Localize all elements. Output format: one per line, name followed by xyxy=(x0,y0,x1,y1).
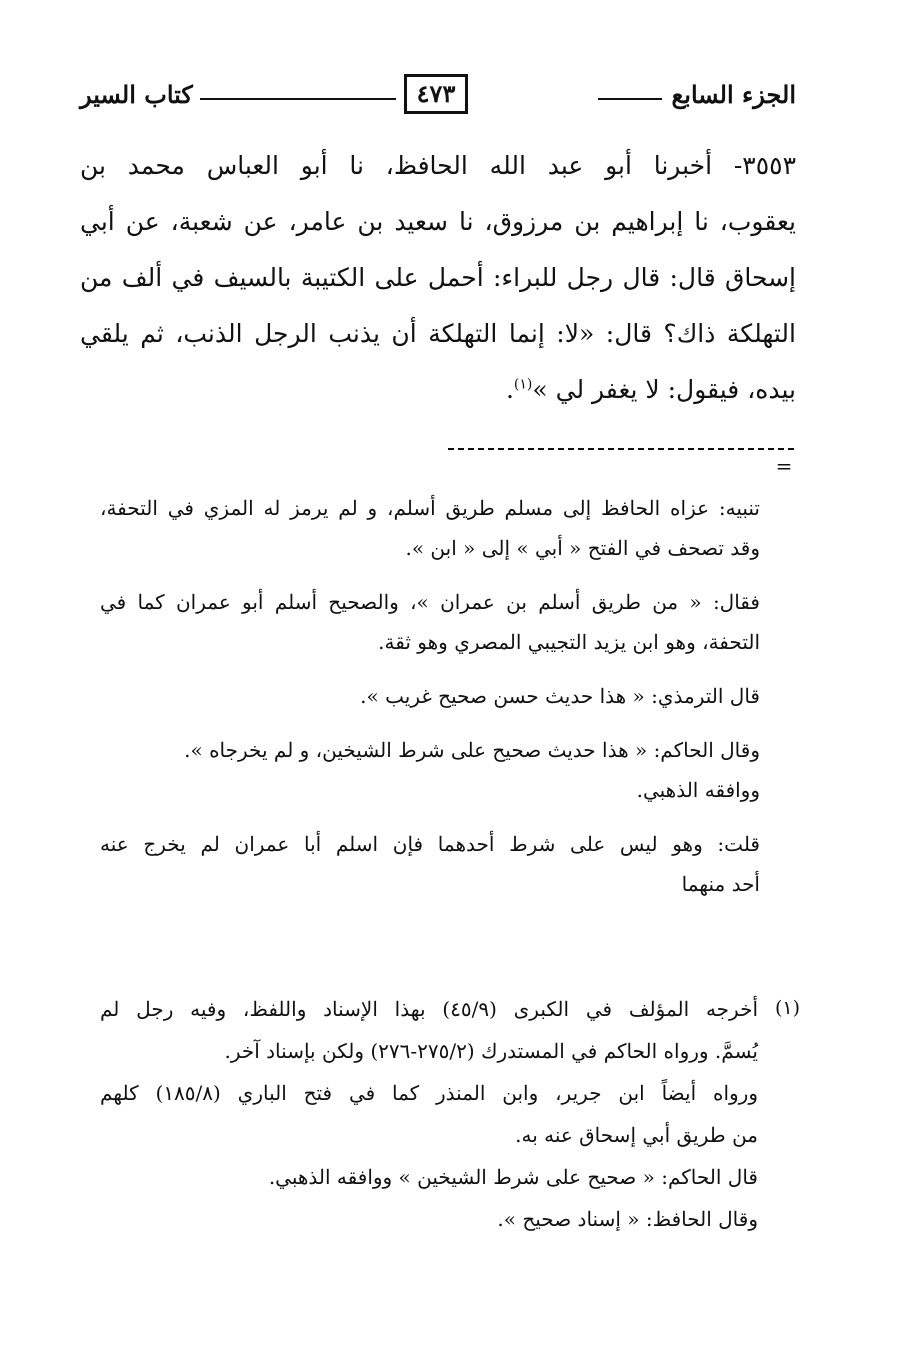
hadith-text xyxy=(80,138,796,418)
footnote-reference: (١) xyxy=(513,376,533,393)
commentary-notes xyxy=(100,488,760,904)
hadith-line-last xyxy=(80,362,796,418)
note-line: تنبيه: عزاه الحافظ إلى مسلم طريق أسلم، و لم يرمز له المزي في التحفة، xyxy=(100,496,760,520)
book-title: كتاب السير xyxy=(80,80,193,109)
hadith-line: إسحاق قال: قال رجل للبراء: أحمل على الكتيبة بالسيف في ألف من xyxy=(80,263,796,292)
page-number: ٤٧٣ xyxy=(416,79,456,108)
header-rule-right xyxy=(598,98,662,100)
end-mark: . xyxy=(505,375,514,404)
note-line: أحد منهما xyxy=(681,872,760,896)
footnote-line: وقال الحافظ: « إسناد صحيح ». xyxy=(497,1207,758,1231)
note-line: قال الترمذي: « هذا حديث حسن صحيح غريب ». xyxy=(360,684,760,708)
footnote-body xyxy=(100,988,758,1240)
note-line: وقد تصحف في الفتح « أبي » إلى « ابن ». xyxy=(405,536,760,560)
footnote xyxy=(100,988,800,1240)
footnote-line: يُسمَّ. ورواه الحاكم في المستدرك (٢٧٥/٢-٢٧٦) ولكن بإسناد آخر. xyxy=(224,1039,758,1063)
header-rule-left xyxy=(200,98,396,100)
footnote-line: قال الحاكم: « صحيح على شرط الشيخين » ووافقه الذهبي. xyxy=(268,1165,758,1189)
hadith-line: بيده، فيقول: لا يغفر لي » xyxy=(532,375,796,404)
separator-dashed-line xyxy=(448,448,794,450)
footnote-line: أخرجه المؤلف في الكبرى (٤٥/٩) بهذا الإسناد واللفظ، وفيه رجل لم xyxy=(100,997,759,1021)
note-line: وقال الحاكم: « هذا حديث صحيح على شرط الشيخين، و لم يخرجاه ». xyxy=(184,738,760,762)
footnote-line: من طريق أبي إسحاق عنه به. xyxy=(515,1123,758,1147)
note-line: قلت: وهو ليس على شرط أحدهما فإن اسلم أبا عمران لم يخرج عنه xyxy=(100,832,760,856)
note-line: ووافقه الذهبي. xyxy=(636,778,760,802)
note-line: التحفة، وهو ابن يزيد التجيبي المصري وهو ثقة. xyxy=(378,630,760,654)
running-header xyxy=(80,74,796,120)
note-line: فقال: « من طريق أسلم بن عمران »، والصحيح أسلم أبو عمران كما في xyxy=(100,590,760,614)
volume-title: الجزء السابع xyxy=(671,80,796,109)
footnote-number: (١) xyxy=(774,997,800,1019)
hadith-line: ٣٥٥٣- أخبرنا أبو عبد الله الحافظ، نا أبو العباس محمد بن xyxy=(80,151,796,180)
separator-symbol: = xyxy=(775,454,793,478)
hadith-line: يعقوب، نا إبراهيم بن مرزوق، نا سعيد بن عامر، عن شعبة، عن أبي xyxy=(80,207,796,236)
footnote-line: ورواه أيضاً ابن جرير، وابن المنذر كما في فتح الباري (١٨٥/٨) كلهم xyxy=(100,1081,758,1105)
page-number-box xyxy=(404,74,468,114)
hadith-line: التهلكة ذاك؟ قال: «لا: إنما التهلكة أن يذنب الرجل الذنب، ثم يلقي xyxy=(80,319,796,348)
